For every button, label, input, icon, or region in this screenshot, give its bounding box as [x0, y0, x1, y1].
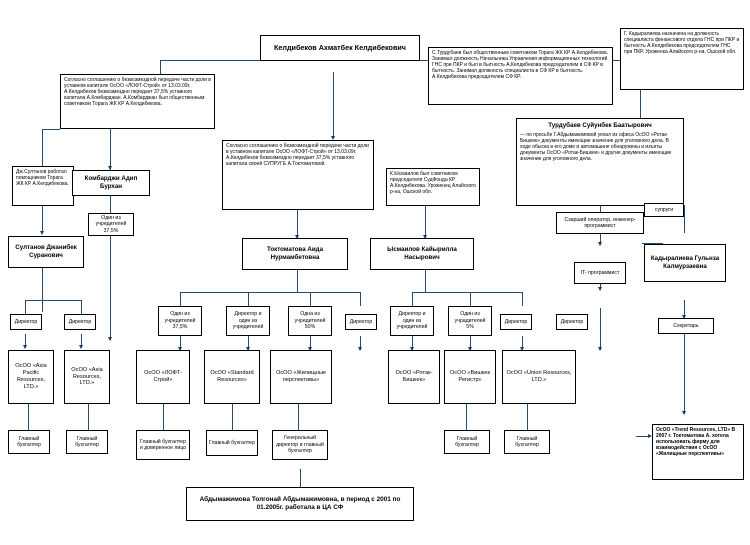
connector — [636, 436, 649, 437]
accountant-4-text: Главный бухгалтер — [209, 439, 255, 446]
root-title-box — [260, 35, 420, 61]
connector — [160, 60, 260, 61]
node-founder-50 — [288, 306, 332, 336]
node-trend-resources — [652, 424, 744, 480]
accountant-5 — [272, 430, 328, 460]
note-sultanov-text: Дж.Султанов работал помощником Торага ЖК КР А.Келдибекова. — [16, 169, 69, 187]
org-asia-pacific-text: ОсОО «Asia Pacific Resources, LTD.» — [15, 363, 47, 390]
connector — [684, 205, 685, 233]
connector — [527, 404, 528, 430]
note-left-top-text: Согласно соглашению о безвозмездной передаче части доли в уставном капитале ОсОО «ЛОФТ-Строй» от 13.03.09г. А.Келдибеков безвозмездно передает 37,5% уставного капитала А.Комбарджан. А.Комбарджан был общественным советником Торага ЖК КР А.Келдибекова. — [64, 77, 211, 107]
node-director-3 — [345, 314, 377, 330]
node-ysmailov-name: Ысмаилов Кайырилла Насырович — [387, 246, 457, 261]
accountant-2-text: Главный бухгалтер — [75, 435, 99, 448]
node-supruga — [644, 203, 684, 217]
org-asia-pacific — [8, 350, 54, 404]
connector — [110, 236, 111, 340]
connector — [42, 267, 43, 312]
root-title-text: Келдибеков Ахматбек Келдибекович — [274, 42, 406, 52]
note-center — [222, 140, 374, 210]
accountant-3-text: Главный бухгалтер и доверенное лицо — [139, 438, 187, 451]
connector — [88, 404, 89, 430]
connector — [412, 292, 413, 306]
node-toktomatova-name: Токтоматова Аида Нурмамбетовна — [266, 246, 324, 261]
org-union — [502, 350, 576, 404]
org-standard-text: ОсОО «Standard Resources» — [210, 370, 254, 383]
connector — [333, 72, 334, 138]
connector — [360, 292, 361, 306]
org-rotak-text: ОсОО «Ротак-Бишкек» — [395, 370, 433, 383]
note-sultanov — [12, 166, 74, 206]
node-kombardji-name: Комбарджи Адип Бурхан — [84, 175, 138, 190]
accountant-6 — [444, 430, 490, 454]
node-secretar — [658, 318, 714, 334]
connector — [81, 300, 82, 314]
accountant-7-text: Главный бухгалтер — [515, 435, 539, 448]
node-director-4-text: Директор — [504, 318, 528, 325]
org-rotak — [388, 350, 440, 404]
note-bottom — [186, 487, 414, 521]
arrow-icon — [23, 345, 27, 349]
connector — [300, 469, 301, 489]
node-kadyralieva-name: Кадыралиева Гульнза Калмурзаевна — [650, 255, 720, 270]
connector — [297, 210, 298, 238]
arrow-icon — [598, 287, 602, 291]
connector — [425, 204, 426, 238]
node-director-1-text: Директор — [14, 318, 38, 325]
note-ysmailov — [386, 168, 480, 206]
node-trend-resources-text: ОсОО «Trend Resources, LTD» В 2007 г. Токтоматова А. хотела использовать фирму для взаимодействия с ОсОО «Жилищные перспективы» — [656, 427, 736, 457]
connector — [466, 404, 467, 430]
node-director-2 — [64, 314, 96, 330]
connector — [248, 292, 249, 306]
connector — [232, 404, 233, 430]
node-director-1 — [10, 314, 42, 330]
connector — [163, 404, 164, 430]
org-loft-text: ОсОО «ЛОФТ-Строй» — [144, 370, 182, 383]
org-standard — [204, 350, 260, 404]
node-director-5-text: Директор — [560, 318, 584, 325]
node-director-founder-2-text: Директор и один из учредителей — [396, 311, 428, 331]
connector — [298, 404, 299, 430]
accountant-2 — [66, 430, 108, 454]
note-right-top-text: С.Турдубаев был общественным советником Торага ЖК КР А.Келдибекова. Занимал должность Начальника Управления информационных технологий ГНС при ПКР и был в бытность А.Келдибекова председателем в СФ КР в бытность. Занимал должность специалиста в СФ КР в бытность. А.Келдибекова председателем СФ КР. — [432, 50, 609, 80]
node-director-2-text: Директор — [68, 318, 92, 325]
org-zhilishnye — [270, 350, 332, 404]
connector — [412, 292, 522, 293]
note-far-right-top-text: Г. Кадыралиева назначена на должность специалиста финансового отдела ГНС при ПКР и бытность А.Келдибекова председателем ГНС при ПКР. Уроженка Алайского р-на, Ошской обл. — [624, 31, 740, 55]
node-director-5 — [556, 314, 588, 330]
node-turdubaev-note: — по просьбе Г.Абдымажимовой уехал из офиса ОсОО «Ротак-Бишкек» документы имеющие значение для уголовного дела. В ходе обыска в его доме и автомашине обнаружены и изъяты документы ОсОО «Ротак-Бишкек» и другие документы имеющие значение для уголовного дела. — [520, 131, 672, 162]
connector — [684, 334, 685, 414]
org-asia-resources — [64, 350, 110, 404]
node-kadyralieva — [644, 244, 726, 282]
arrow-icon — [358, 347, 362, 351]
connector — [28, 404, 29, 430]
org-loft — [136, 350, 190, 404]
note-left-top — [60, 74, 215, 129]
note-bottom-text: Абдымажимова Толгонай Абдымажимовна, в период с 2001 по 01.2005г. работала в ЦА СФ — [199, 496, 401, 511]
accountant-6-text: Главный бухгалтер — [455, 435, 479, 448]
connector — [297, 270, 298, 292]
node-secretar-text: Секретарь — [673, 322, 699, 329]
node-turdubaev — [516, 118, 684, 206]
org-asia-resources-text: ОсОО «Asia Resources, LTD.» — [71, 366, 103, 387]
accountant-4 — [206, 430, 258, 456]
node-operator — [556, 212, 644, 234]
accountant-5-text: Генеральный директор и главный бухгалтер — [276, 435, 324, 455]
node-ysmailov — [370, 238, 474, 270]
node-director-founder-1-text: Директор и один из учредителей — [232, 311, 264, 331]
org-vishkek-registr — [444, 350, 496, 404]
arrow-icon — [108, 337, 112, 341]
connector — [180, 292, 360, 293]
note-far-right-top — [620, 28, 744, 90]
org-zhilishnye-text: ОсОО «Жилищные перспективы» — [275, 370, 327, 383]
connector — [425, 270, 426, 292]
arrow-icon — [598, 242, 602, 246]
node-operator-text: Сзарший оператор, инженер-программист — [564, 216, 636, 229]
node-director-3-text: Директор — [349, 318, 373, 325]
note-center-text: Согласно соглашению о безвозмездной передаче части доли в уставном капитале ОсОО «ЛОФТ-Строй» от 13.03.09г. А.Келдибеков безвозмездно передает 37,5% уставного капитала своей СУПРУГЕ А.Токтоматовой. — [226, 143, 369, 167]
node-director-4 — [500, 314, 532, 330]
node-founder-50-text: Одна из учредителей 50% — [294, 311, 326, 331]
connector — [600, 308, 601, 350]
connector — [310, 292, 311, 306]
node-director-founder-2 — [390, 306, 434, 336]
node-director-founder-1 — [226, 306, 270, 336]
node-founder-375-a-text: Один из учредителей 37,5% — [95, 214, 127, 234]
connector — [110, 195, 111, 213]
accountant-1-text: Главный бухгалтер — [17, 435, 41, 448]
connector — [470, 292, 471, 306]
accountant-1 — [8, 430, 50, 454]
arrow-icon — [682, 411, 686, 415]
node-kombardji — [72, 170, 150, 196]
connector — [42, 129, 60, 130]
note-right-top — [428, 47, 613, 105]
connector — [522, 292, 523, 306]
node-founder-375-a — [88, 213, 134, 236]
node-turdubaev-name: Турдубаев Суйунбек Баатырович — [548, 122, 652, 129]
org-union-text: ОсОО «Union Resources, LTD.» — [506, 370, 572, 383]
node-sultanov — [8, 236, 84, 268]
connector — [25, 300, 81, 301]
arrow-icon — [79, 345, 83, 349]
note-ysmailov-text: К.Ысмаилов был советником председателя СудФонда КР А.Келдибекова. Уроженец Алайского р-на, Ошской обл. — [390, 171, 476, 195]
node-it — [574, 262, 626, 284]
accountant-7 — [504, 430, 550, 454]
org-vishkek-registr-text: ОсОО «Вишкек Регистр» — [450, 370, 490, 383]
node-toktomatova — [242, 238, 348, 270]
connector — [25, 300, 26, 314]
node-it-text: IT- программист — [580, 269, 620, 276]
node-founder-5 — [448, 306, 492, 336]
node-sultanov-name: Султанов Джанибек Суранович — [15, 244, 77, 259]
node-supruga-text: супруги — [654, 206, 674, 213]
arrow-icon — [40, 231, 44, 235]
connector — [180, 292, 181, 306]
accountant-3 — [136, 430, 190, 460]
node-founder-5-text: Один из учрадителей 5% — [454, 311, 486, 331]
node-founder-375-b-text: Один из учредителей 37,5% — [164, 311, 196, 331]
arrow-icon — [598, 347, 602, 351]
node-founder-375-b — [158, 306, 202, 336]
